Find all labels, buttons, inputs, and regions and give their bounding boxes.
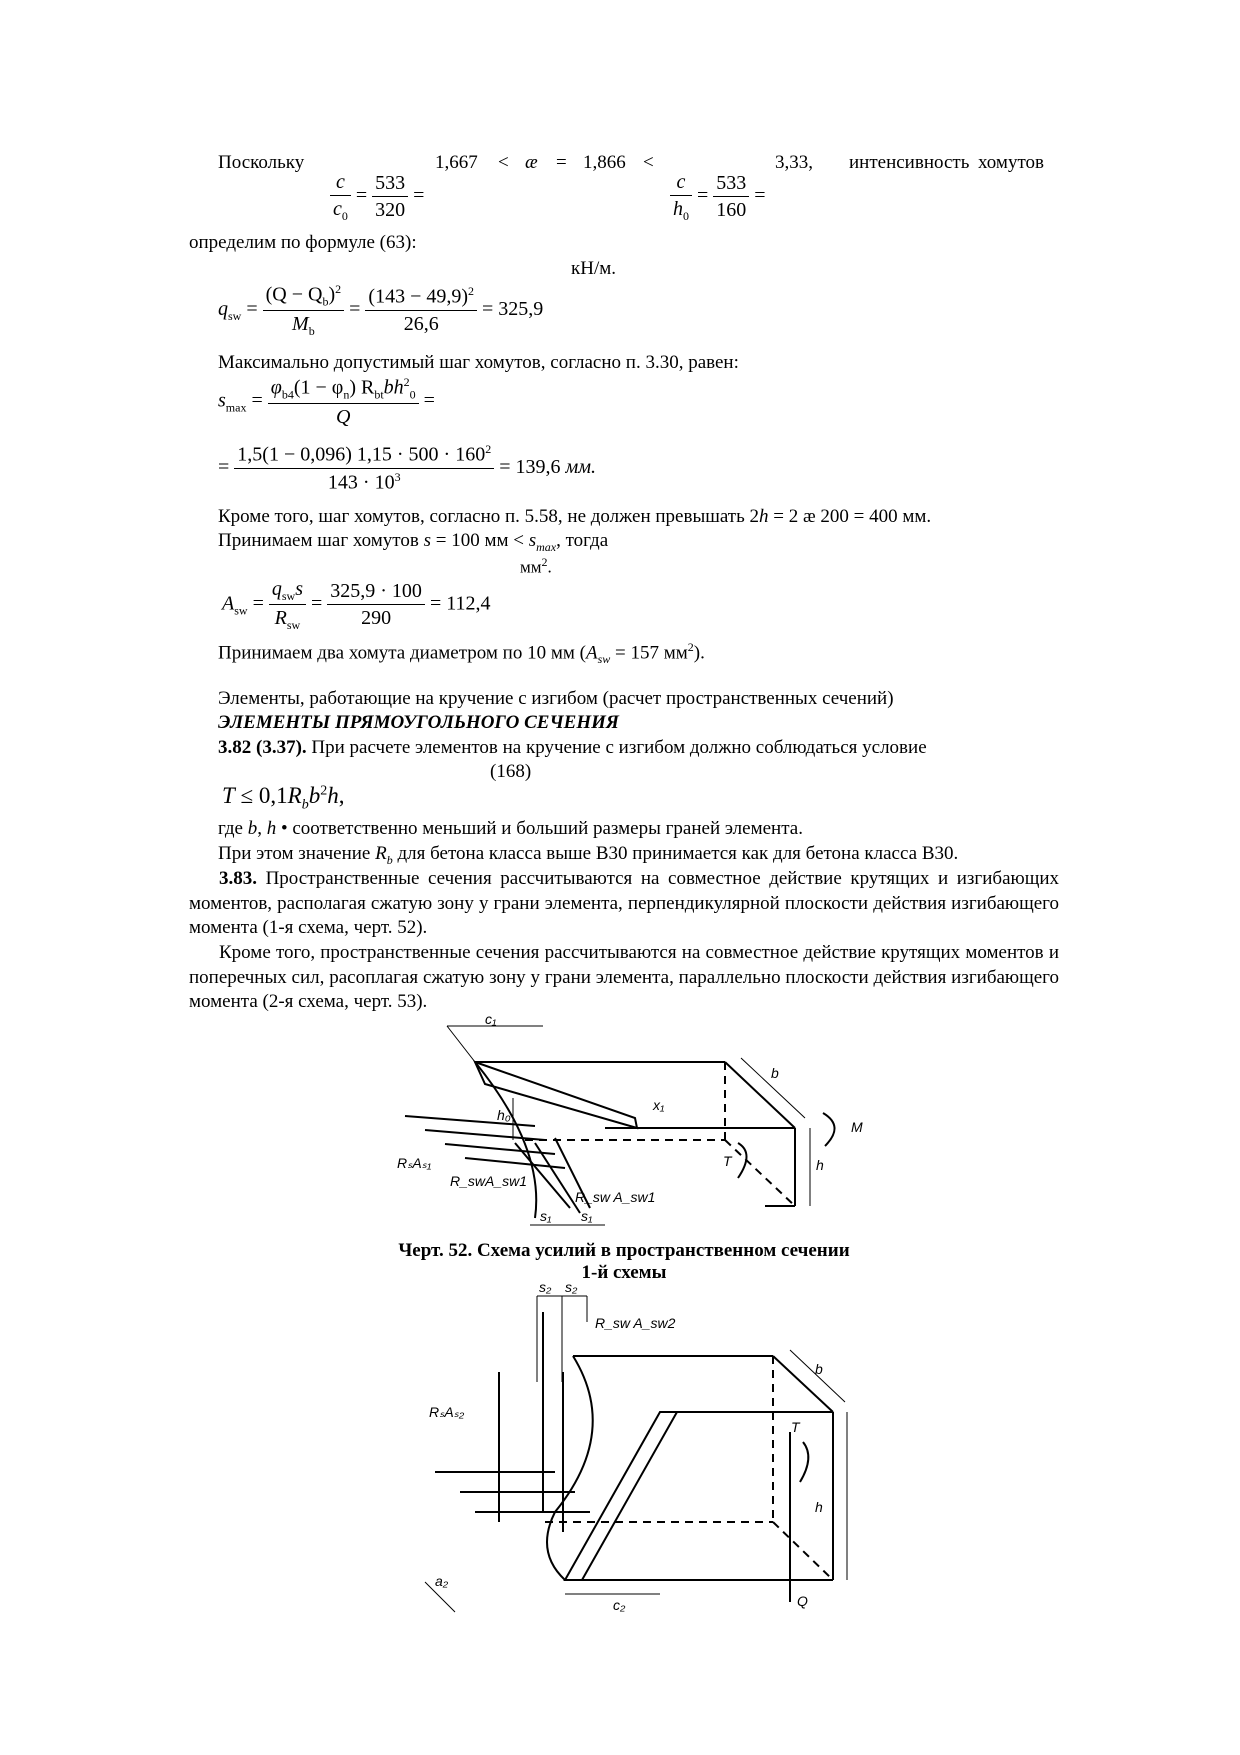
smax-num: φ <box>270 376 282 399</box>
p1-v3: 3,33, <box>775 152 813 173</box>
p-prin <box>218 530 608 554</box>
p-prin-smax-sub: max <box>536 539 557 554</box>
smax-den2-sup: 3 <box>394 469 401 484</box>
p-prin-b: = 100 мм < <box>430 530 529 551</box>
qsw-n1-sup: 2 <box>335 282 342 296</box>
p-prin-smax: s <box>528 530 537 551</box>
p-gde-c: • соответственно меньший и больший размеры граней элемента. <box>276 818 803 839</box>
fig52-s1a: s₁ <box>540 1208 552 1224</box>
p1-word1: интенсивность <box>849 152 970 173</box>
f2-den: h <box>673 198 683 220</box>
p-gde-a: где <box>218 818 248 839</box>
p-prin-a: Принимаем шаг хомутов <box>218 530 424 551</box>
p-383 <box>189 867 1059 941</box>
f1-den-sub: 0 <box>341 209 348 223</box>
p-383-text: Пространственные сечения рассчитываются на совместное действие крутящих и изгибающих моментов, располагая сжатую зону у грани элемента, перпендикулярной плоскости действия изгибающего момента (1-я схема, черт. 52). <box>189 868 1059 938</box>
fig52-RswAsw1b: R_sw A_sw1 <box>575 1189 656 1205</box>
eq168-R-sub: b <box>301 797 309 813</box>
p-gde-sep: , <box>257 818 267 839</box>
p-krome2: Кроме того, пространственные сечения рассчитываются на совместное действие крутящих моментов и поперечных сил, расоплагая сжатую зону у грани элемента, параллельно плоскости действия изгибающего момента (2-я схема, черт. 53). <box>189 942 1059 1012</box>
p-prin-s: s <box>423 530 431 551</box>
figure-52 <box>397 1011 865 1248</box>
fig53-h: h <box>815 1499 823 1515</box>
equation-qsw: $q_{sw}$ = $\frac{(Q - Q_b)^2}{M_b}$ = $\frac{(143 - 49,9)^2}{26,6}$ = 325,9 <box>218 282 544 339</box>
p-gde-h: h <box>266 818 277 839</box>
p1-rel1: < <box>498 152 509 173</box>
fig52-c1: c₁ <box>485 1011 497 1027</box>
p-dva-a: Принимаем два хомута диаметром по 10 мм ( <box>218 642 586 664</box>
asw-d1-sub: sw <box>286 618 301 633</box>
p-dva-A: A <box>585 642 598 664</box>
fig52-M: M <box>851 1119 863 1135</box>
p-pri-c: для бетона класса выше В30 принимается как для бетона класса В30. <box>392 843 959 864</box>
smax-result: = 139,6 <box>499 455 561 478</box>
fig52-b: b <box>771 1065 779 1081</box>
fig52-RsAs1: RₛAₛ₁ <box>397 1155 432 1171</box>
asw-result: = 112,4 <box>429 592 491 615</box>
fig53-RswAsw2: R_sw A_sw2 <box>595 1315 676 1331</box>
fig52-h0: h₀ <box>497 1107 511 1123</box>
fig53-a2: a₂ <box>435 1573 449 1589</box>
fig52-s1b: s₁ <box>581 1208 593 1224</box>
eq-168-number: (168) <box>490 761 532 782</box>
smax-result-unit: мм. <box>565 455 597 478</box>
equation-asw: $A_{sw}$ = $\frac{q_{sw}s}{R_{sw}}$ = $\frac{325,9 \cdot 100}{290}$ = 112,4 <box>222 578 491 633</box>
asw-unit-end: . <box>547 557 552 577</box>
p1-word2: хомутов <box>978 152 1044 173</box>
smax-den: Q <box>335 406 351 429</box>
fig53-RsAs2: RₛAₛ₂ <box>429 1404 465 1420</box>
f2-den-sub: 0 <box>683 209 689 223</box>
asw-d1: R <box>274 607 287 630</box>
qsw-unit: кН/м. <box>571 258 617 279</box>
asw-lhs-sub: sw <box>234 603 248 618</box>
qsw-n1-sub: b <box>322 294 329 309</box>
fig52-caption <box>189 1240 1059 1284</box>
fig52-h: h <box>816 1157 824 1173</box>
smax-num2: 1,5(1 − 0,096) 1,15 · 500 · 160 <box>237 443 486 466</box>
smax-lhs: s <box>218 389 226 412</box>
qsw-n2-sup: 2 <box>468 284 475 299</box>
p-pri-R-sub: b <box>386 852 393 867</box>
fig52-caption-line1: Черт. 52. Схема усилий в пространственном сечении <box>398 1240 850 1261</box>
p1-v1: 1,667 <box>435 152 478 173</box>
smax-den2: 143 · 10 <box>327 471 395 494</box>
smax-lhs-sub: max <box>225 400 247 415</box>
fraction-c-c0: $\frac{c}{c_0}$ = $\frac{533}{320}$ = <box>330 170 424 223</box>
smax-num-tail-sup: 2 <box>403 375 410 389</box>
figure-53 <box>415 1279 855 1617</box>
fig53-s2a: s₂ <box>539 1279 552 1295</box>
f2-num: c <box>676 171 686 193</box>
asw-lhs: A <box>222 592 235 615</box>
f1-rden: 320 <box>375 199 406 222</box>
f1-rnum: 533 <box>372 171 408 197</box>
fig52-RswAsw1a: R_swA_sw1 <box>450 1173 528 1189</box>
smax-num-mid-sub: n <box>343 387 350 402</box>
eq168-le: ≤ 0,1 <box>234 783 288 808</box>
p-krome-a: Кроме того, шаг хомутов, согласно п. 5.58, не должен превышать 2 <box>218 506 760 527</box>
equation-smax-2: = $\frac{1,5(1 - 0,096) 1,15 \cdot 500 \cdot 160^2}{143 \cdot 10^3}$ = 139,6 мм. <box>218 442 597 494</box>
smax-num2-sup: 2 <box>485 442 492 456</box>
equation-168 <box>222 782 344 814</box>
smax-num-mid: (1 − φ <box>293 376 344 399</box>
qsw-n1: (Q − Q <box>265 283 323 306</box>
fig53-s2b: s₂ <box>565 1279 578 1295</box>
smax-num-tail: bh <box>383 376 404 399</box>
section-title: Элементы, работающие на кручение с изгибом (расчет пространственных сечений) <box>218 688 894 709</box>
p1-ae: æ <box>525 152 538 173</box>
p1-rel2: < <box>643 152 654 173</box>
fig52-x1: x₁ <box>653 1097 665 1113</box>
asw-n1: q <box>271 578 282 600</box>
fig52-caption-line2: 1-й схемы <box>581 1262 667 1283</box>
fig53-T: T <box>791 1419 800 1435</box>
f2-rden: 160 <box>716 199 747 222</box>
p-dva-A-sub: sw <box>597 652 611 667</box>
fig53-c2: c₂ <box>613 1597 626 1613</box>
p-382-text: При расчете элементов на кручение с изгибом должно соблюдаться условие <box>306 737 927 758</box>
section-subtitle: ЭЛЕМЕНТЫ ПРЯМОУГОЛЬНОГО СЕЧЕНИЯ <box>218 712 619 733</box>
f2-rnum: 533 <box>713 171 749 197</box>
smax-num-tail-sub: 0 <box>409 387 416 402</box>
p-dva <box>218 640 705 667</box>
qsw-d2: 26,6 <box>403 313 439 336</box>
eq168-R: R <box>287 783 302 808</box>
f1-num: c <box>336 171 345 193</box>
asw-unit-sup: 2 <box>541 555 548 569</box>
eq168-comma: , <box>338 783 345 808</box>
p-krome <box>218 506 931 529</box>
qsw-d1-sub: b <box>308 324 315 339</box>
p-dva-b: = 157 мм <box>610 642 688 664</box>
eq168-h: h <box>327 783 339 808</box>
qsw-lhs-sub: sw <box>228 308 242 323</box>
qsw-lhs: q <box>218 297 228 320</box>
eq168-b: b <box>308 783 321 808</box>
p-pri-R: R <box>375 843 387 864</box>
p-krome-b: = 2 æ 200 = 400 мм. <box>768 506 932 527</box>
f1-den: c <box>333 198 342 220</box>
p1-continuation: определим по формуле (63): <box>189 232 417 253</box>
p-gde-b: b <box>247 818 258 839</box>
equation-smax-1: $s_{max}$ = $\frac{\varphi_{b4}(1 - \varphi_n) R_{bt}bh^2_0}{Q}$ = <box>218 375 435 429</box>
smax-num-sub: b4 <box>281 387 294 402</box>
fig52-T: T <box>723 1153 732 1169</box>
asw-n1-sub: sw <box>281 589 296 603</box>
asw-n1-tail: s <box>295 578 303 600</box>
qsw-result: = 325,9 <box>482 297 544 320</box>
smax-num-r-sub: bt <box>374 387 384 402</box>
p-dva-sup: 2 <box>687 640 694 654</box>
qsw-n2: (143 − 49,9) <box>368 286 469 309</box>
p-pri <box>218 843 958 867</box>
p-382 <box>218 737 927 760</box>
p-383-num: 3.83. <box>219 868 257 889</box>
smax-num-mid-end: ) R <box>349 376 375 399</box>
p1-lead: Поскольку <box>218 152 305 173</box>
fraction-c-h0: $\frac{c}{h_0}$ = $\frac{533}{160}$ = <box>670 170 766 223</box>
fig53-Q: Q <box>797 1593 808 1609</box>
p-krome-h: h <box>759 506 769 527</box>
p1-v2: 1,866 <box>583 152 626 173</box>
asw-n2: 325,9 · 100 <box>327 579 425 605</box>
asw-d2: 290 <box>361 607 392 630</box>
p-gde <box>218 818 803 841</box>
qsw-n1-end: ) <box>328 283 336 306</box>
qsw-d1: M <box>292 313 309 336</box>
eq168-T: T <box>222 783 235 808</box>
eq168-b-sup: 2 <box>320 783 328 799</box>
asw-unit <box>520 555 552 578</box>
p1-eq: = <box>556 152 567 173</box>
p-dva-c: ). <box>693 642 705 664</box>
p-smax: Максимально допустимый шаг хомутов, согласно п. 3.30, равен: <box>218 352 739 373</box>
p-prin-c: , тогда <box>556 530 609 551</box>
p-382-num: 3.82 (3.37). <box>218 737 307 758</box>
fig53-b: b <box>815 1361 823 1377</box>
asw-unit-text: мм <box>520 557 542 577</box>
p-pri-a: При этом значение <box>218 843 376 864</box>
